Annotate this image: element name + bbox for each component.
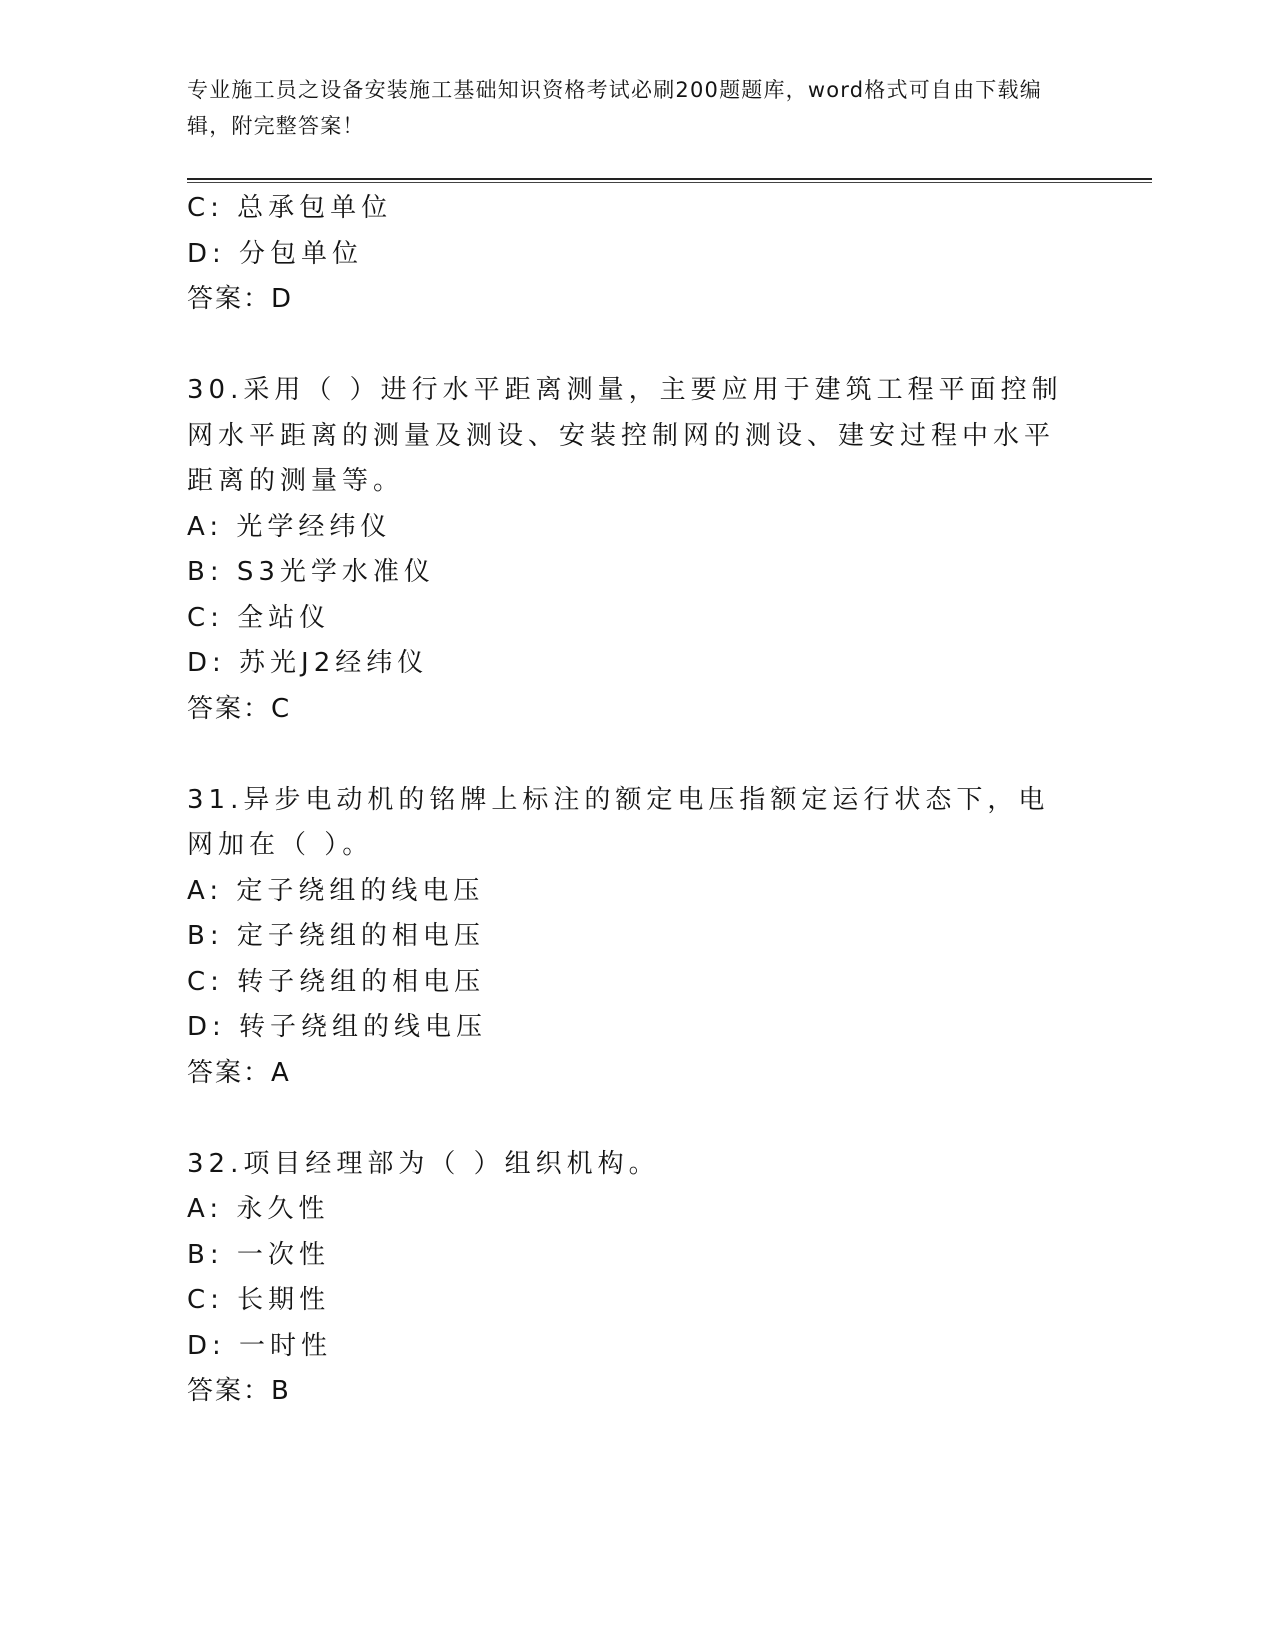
question-stem: 32.项目经理部为（ ）组织机构。: [187, 1148, 660, 1179]
answer-line: 答案：C: [187, 693, 292, 724]
option-c: C: 总承包单位: [187, 193, 393, 223]
option-a: A: 定子绕组的线电压: [187, 875, 485, 906]
answer-line: 答案：B: [187, 1376, 291, 1406]
option-a: A: 光学经纬仪: [187, 511, 392, 542]
option-b: B: S3光学水准仪: [187, 557, 435, 587]
spacer: [187, 732, 1087, 778]
option-b: B: 定子绕组的相电压: [187, 921, 485, 951]
question-30: [187, 368, 1087, 732]
question-31: [187, 778, 1087, 1097]
option-b: B: 一次性: [187, 1239, 330, 1270]
document-header-title: 专业施工员之设备安装施工基础知识资格考试必刷200题题库，word格式可自由下载编辑，附完整答案！: [187, 78, 1042, 138]
header-divider: [187, 178, 1152, 183]
option-a: A: 永久性: [187, 1194, 330, 1224]
header-divider-thick: [187, 178, 1152, 180]
question-32: [187, 1142, 1087, 1415]
option-c: C: 全站仪: [187, 602, 331, 633]
answer-line: 答案：A: [187, 1057, 291, 1088]
option-c: C: 长期性: [187, 1285, 331, 1315]
carry-over-block: [187, 186, 1087, 323]
spacer: [187, 1096, 1087, 1142]
option-d: D: 一时性: [187, 1330, 333, 1361]
option-d: D: 转子绕组的线电压: [187, 1012, 488, 1042]
question-stem: 30.采用（ ）进行水平距离测量，主要应用于建筑工程平面控制网水平距离的测量及测设、安装控制网的测设、建安过程中水平距离的测量等。: [187, 375, 1063, 496]
answer-line: 答案：D: [187, 284, 294, 314]
option-d: D: 分包单位: [187, 238, 364, 269]
header-divider-thin: [187, 182, 1152, 183]
question-stem: 31.异步电动机的铭牌上标注的额定电压指额定运行状态下，电网加在（ ）。: [187, 784, 1050, 860]
question-content: [187, 186, 1087, 1415]
spacer: [187, 323, 1087, 369]
option-d: D: 苏光J2经纬仪: [187, 648, 429, 678]
option-c: C: 转子绕组的相电压: [187, 966, 486, 997]
